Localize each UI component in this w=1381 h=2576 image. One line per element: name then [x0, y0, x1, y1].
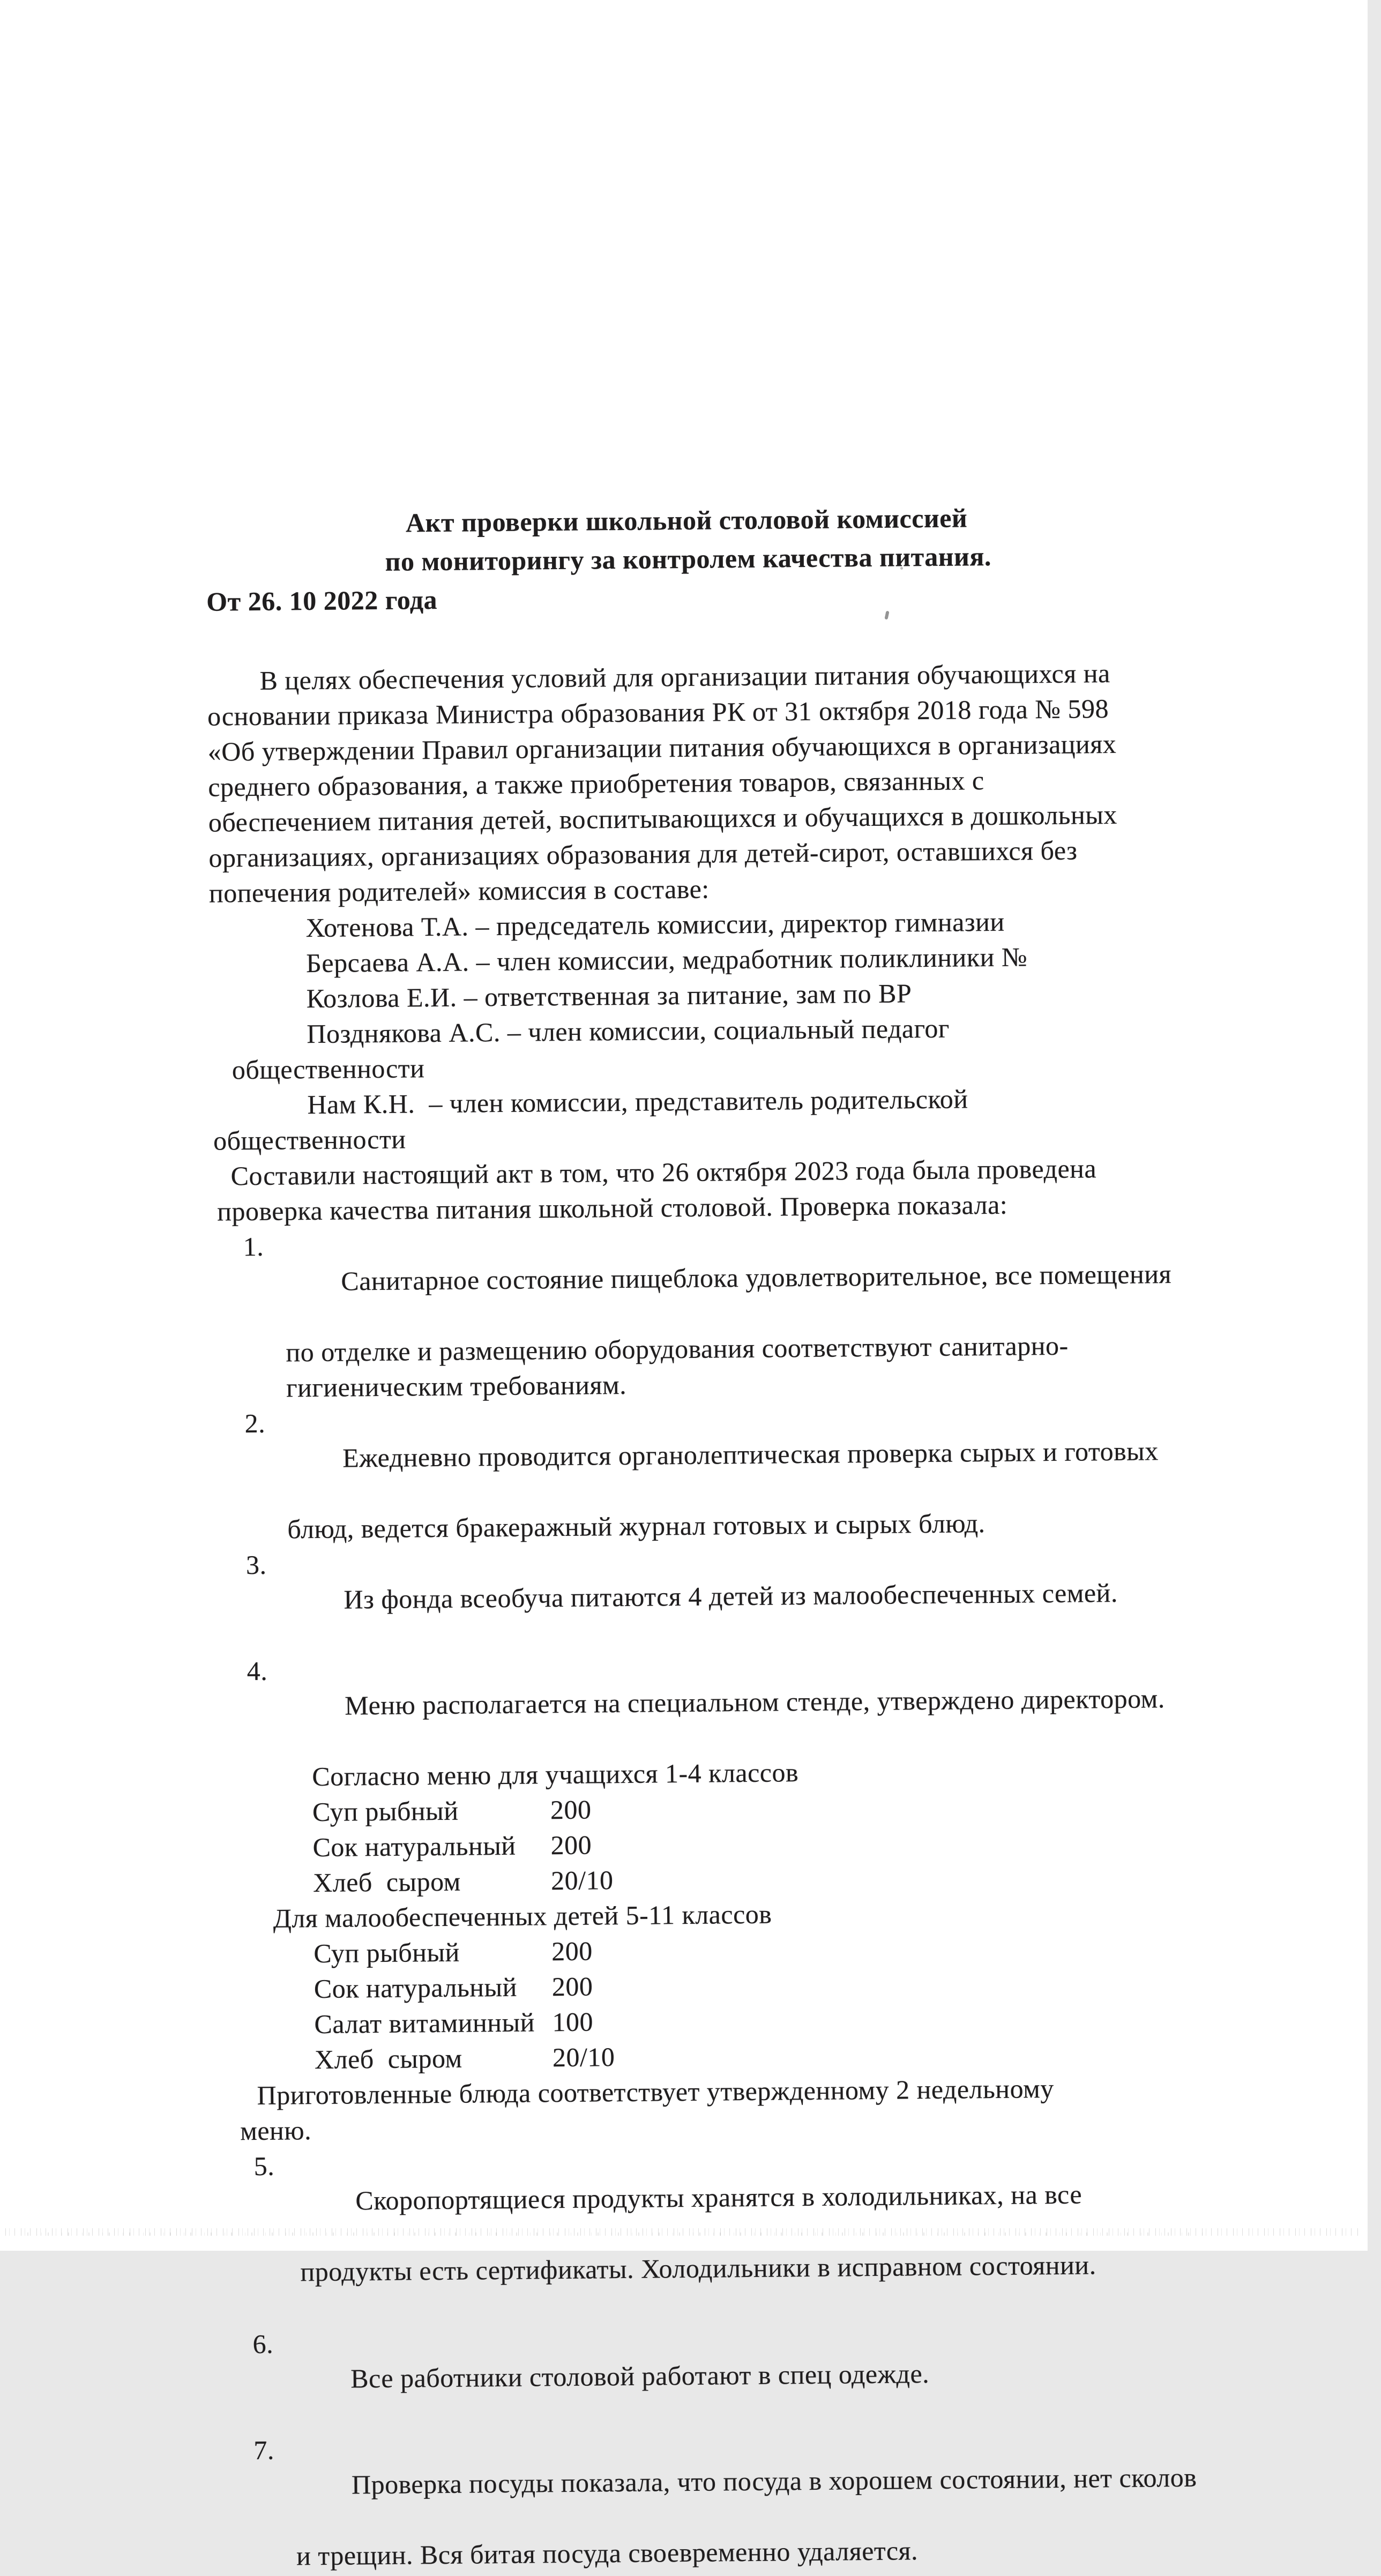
- intro-line: «Об утверждении Правил организации питания обучающихся в организациях: [207, 728, 1117, 767]
- finding-text: Все работники столовой работают в спец одежде.: [350, 2358, 930, 2394]
- menu-dish-name: Хлеб сыром: [312, 1866, 461, 1898]
- menu-dish-qty: 20/10: [550, 1865, 614, 1896]
- commission-member: Козлова Е.И. – ответственная за питание, зам по ВР: [306, 978, 912, 1014]
- document-date: От 26. 10 2022 года: [206, 584, 438, 617]
- finding-text: Ежедневно проводится органолептическая проверка сырых и готовых: [342, 1436, 1159, 1473]
- menu-dish-name: Суп рыбный: [313, 1937, 460, 1969]
- menu-header-grades-5-11: Для малообеспеченных детей 5-11 классов: [273, 1899, 772, 1933]
- finding-item-4: [247, 1644, 1374, 1759]
- menu-dish-qty: 200: [550, 1794, 592, 1825]
- finding-item-1: [243, 1219, 1370, 1335]
- act-statement-line: Составили настоящий акт в том, что 26 октября 2023 года была проведена: [230, 1153, 1097, 1191]
- menu-dish-name: Сок натуральный: [312, 1830, 516, 1863]
- finding-item-5: [253, 2139, 1378, 2254]
- commission-member: Хотенова Т.А. – председатель комиссии, директор гимназии: [305, 906, 1005, 943]
- finding-item-6: [252, 2317, 1380, 2432]
- scan-speck: [900, 567, 903, 570]
- menu-dish-name: Салат витаминный: [314, 2007, 535, 2040]
- intro-line: среднего образования, а также приобретения товаров, связанных с: [208, 765, 984, 802]
- document-title-line-2: по мониторингу за контролем качества питания.: [385, 541, 992, 577]
- commission-member-wrap: общественности: [232, 1053, 425, 1085]
- finding-number: 6.: [252, 2328, 274, 2360]
- commission-member: Позднякова А.С. – член комиссии, социальный педагог: [307, 1013, 950, 1049]
- menu-dish-qty: 200: [550, 1830, 592, 1861]
- finding-item-7: [253, 2423, 1381, 2538]
- menu-header-grades-1-4: Согласно меню для учащихся 1-4 классов: [312, 1757, 799, 1792]
- menu-dish-qty: 100: [552, 2006, 594, 2037]
- commission-member: Берсаева А.А. – член комиссии, медработник поликлиники №: [305, 942, 1028, 979]
- finding-text: Скоропортящиеся продукты хранятся в холодильниках, на все: [355, 2179, 1083, 2216]
- act-statement-line: проверка качества питания школьной столовой. Проверка показала:: [217, 1189, 1008, 1227]
- finding-text: Меню располагается на специальном стенде, утверждено директором.: [345, 1683, 1165, 1721]
- finding-item-3: [245, 1537, 1373, 1653]
- finding-number: 1.: [243, 1231, 264, 1262]
- finding-number: 4.: [247, 1655, 268, 1686]
- finding-text: Проверка посуды показала, что посуда в хорошем состоянии, нет сколов: [351, 2462, 1197, 2500]
- finding-text: Санитарное состояние пищеблока удовлетворительное, все помещения: [341, 1259, 1172, 1296]
- menu-dish-name: Хлеб сыром: [314, 2043, 462, 2075]
- finding-text: Из фонда всеобуча питаются 4 детей из малообеспеченных семей.: [344, 1577, 1118, 1615]
- finding-item-5-cont: продукты есть сертификаты. Холодильники в исправном состоянии.: [300, 2250, 1096, 2287]
- finding-item-2-cont: блюд, ведется бракеражный журнал готовых и сырых блюд.: [287, 1508, 986, 1544]
- commission-member: Нам К.Н. – член комиссии, представитель родительской: [307, 1084, 968, 1120]
- document-title-line-1: Акт проверки школьной столовой комиссией: [405, 503, 968, 538]
- menu-dish-qty: 200: [551, 1971, 593, 2002]
- finding-number: 5.: [253, 2151, 275, 2182]
- intro-line: основании приказа Министра образования РК от 31 октября 2018 года № 598: [207, 693, 1109, 731]
- finding-number: 7.: [253, 2435, 275, 2466]
- menu-dish-name: Сок натуральный: [313, 1972, 518, 2004]
- menu-note-line: меню.: [240, 2115, 312, 2146]
- intro-line: организациях, организациях образования для детей-сирот, оставшихся без: [208, 835, 1078, 873]
- commission-member-wrap: общественности: [213, 1124, 406, 1156]
- menu-note-line: Приготовленные блюда соответствует утвержденному 2 недельному: [257, 2073, 1054, 2111]
- finding-number: 3.: [245, 1549, 267, 1580]
- menu-dish-qty: 20/10: [552, 2042, 615, 2073]
- scan-noise-band: [21, 2232, 1207, 2236]
- intro-line: В целях обеспечения условий для организации питания обучающихся на: [259, 658, 1110, 696]
- finding-item-1-cont: по отделке и размещению оборудования соответствуют санитарно-: [286, 1330, 1069, 1368]
- finding-item-1-cont: гигиеническим требованиям.: [286, 1369, 627, 1403]
- intro-line: обеспечением питания детей, воспитывающихся и обучащихся в дошкольных: [208, 799, 1118, 838]
- menu-dish-name: Суп рыбный: [312, 1795, 459, 1827]
- finding-number: 2.: [244, 1408, 266, 1439]
- menu-dish-qty: 200: [551, 1936, 593, 1967]
- finding-item-7-cont: и трещин. Вся битая посуда своевременно удаляется.: [296, 2535, 919, 2571]
- intro-line: попечения родителей» комиссия в составе:: [208, 873, 710, 908]
- finding-item-2: [244, 1396, 1372, 1512]
